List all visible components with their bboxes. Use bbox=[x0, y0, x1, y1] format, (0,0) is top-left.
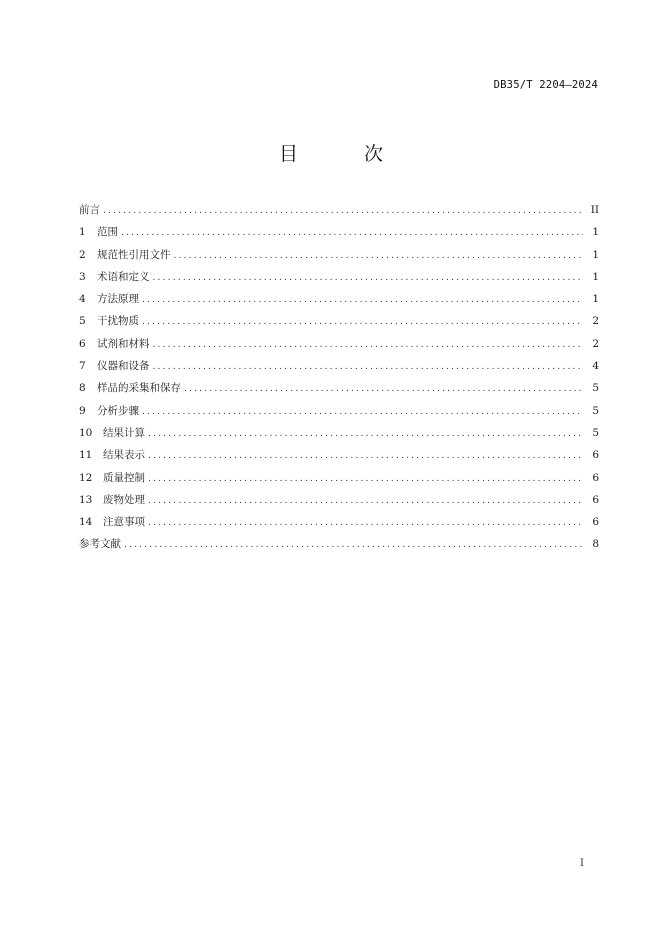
toc-entry-number: 11 bbox=[79, 449, 93, 462]
toc-entry[interactable] bbox=[79, 400, 599, 422]
toc-dot-leader bbox=[148, 512, 583, 534]
toc-entry[interactable] bbox=[79, 511, 599, 533]
toc-entry-label: 仪器和设备 bbox=[97, 360, 150, 373]
toc-entry-page: 5 bbox=[592, 404, 599, 417]
toc-dot-leader bbox=[142, 311, 583, 333]
toc-entry[interactable] bbox=[79, 288, 599, 310]
toc-entry-number: 5 bbox=[79, 315, 86, 328]
toc-entry-number: 13 bbox=[79, 493, 93, 506]
toc-entry-page: 6 bbox=[592, 449, 599, 462]
toc-entry-label: 试剂和材料 bbox=[97, 337, 150, 350]
toc-entry-page: 5 bbox=[592, 382, 599, 395]
toc-dot-leader bbox=[142, 289, 583, 311]
toc-entry[interactable] bbox=[79, 355, 599, 377]
toc-entry-page: 1 bbox=[592, 293, 599, 306]
toc-entry-label: 质量控制 bbox=[103, 471, 145, 484]
toc-entry-page: 4 bbox=[592, 360, 599, 373]
toc-entry-page: 5 bbox=[592, 426, 599, 439]
toc-entry-page: 1 bbox=[592, 226, 599, 239]
toc-entry-number: 4 bbox=[79, 293, 86, 306]
toc-dot-leader bbox=[174, 245, 584, 267]
toc-entry-page: 1 bbox=[592, 270, 599, 283]
toc-entry-number: 8 bbox=[79, 382, 86, 395]
toc-dot-leader bbox=[148, 423, 583, 445]
toc-entry-label: 结果表示 bbox=[103, 449, 145, 462]
toc-dot-leader bbox=[148, 490, 583, 512]
toc-entry[interactable] bbox=[79, 444, 599, 466]
toc-entry[interactable] bbox=[79, 310, 599, 332]
toc-entry-number: 14 bbox=[79, 516, 93, 529]
toc-dot-leader bbox=[184, 378, 583, 400]
toc-dot-leader bbox=[148, 445, 583, 467]
toc-dot-leader bbox=[121, 222, 583, 244]
page-number: I bbox=[580, 858, 584, 869]
toc-entry[interactable] bbox=[79, 422, 599, 444]
table-of-contents bbox=[79, 199, 599, 556]
toc-entry-page: 6 bbox=[592, 493, 599, 506]
toc-dot-leader bbox=[153, 334, 584, 356]
toc-entry-label: 废物处理 bbox=[103, 493, 145, 506]
toc-entry[interactable] bbox=[79, 377, 599, 399]
toc-entry-number: 9 bbox=[79, 404, 86, 417]
toc-dot-leader bbox=[103, 200, 583, 222]
toc-entry[interactable] bbox=[79, 199, 599, 221]
toc-entry-label: 范围 bbox=[97, 226, 118, 239]
toc-entry-number: 12 bbox=[79, 471, 93, 484]
toc-entry-label: 结果计算 bbox=[103, 426, 145, 439]
toc-entry-page: 6 bbox=[592, 516, 599, 529]
document-code: DB35/T 2204—2024 bbox=[493, 79, 598, 91]
toc-entry-number: 3 bbox=[79, 270, 86, 283]
toc-entry-page: 8 bbox=[592, 538, 599, 551]
toc-entry-label: 规范性引用文件 bbox=[97, 248, 171, 261]
toc-dot-leader bbox=[142, 401, 583, 423]
toc-entry-number: 1 bbox=[79, 226, 86, 239]
toc-entry[interactable] bbox=[79, 489, 599, 511]
toc-entry-label: 方法原理 bbox=[97, 293, 139, 306]
toc-entry[interactable] bbox=[79, 467, 599, 489]
toc-entry-label: 样品的采集和保存 bbox=[97, 382, 181, 395]
toc-entry-label: 参考文献 bbox=[79, 538, 121, 551]
toc-dot-leader bbox=[153, 356, 584, 378]
toc-entry-number: 6 bbox=[79, 337, 86, 350]
toc-dot-leader bbox=[124, 534, 583, 556]
toc-entry-label: 干扰物质 bbox=[97, 315, 139, 328]
toc-entry-label: 前言 bbox=[79, 204, 100, 216]
toc-entry[interactable] bbox=[79, 333, 599, 355]
toc-entry-page: 2 bbox=[592, 337, 599, 350]
toc-entry-number: 2 bbox=[79, 248, 86, 261]
toc-dot-leader bbox=[148, 468, 583, 490]
toc-entry-label: 分析步骤 bbox=[97, 404, 139, 417]
toc-entry[interactable] bbox=[79, 221, 599, 243]
toc-entry-page: 6 bbox=[592, 471, 599, 484]
toc-entry-number: 10 bbox=[79, 426, 93, 439]
toc-entry[interactable] bbox=[79, 244, 599, 266]
toc-entry[interactable] bbox=[79, 533, 599, 555]
toc-entry-label: 注意事项 bbox=[103, 516, 145, 529]
toc-entry-page: 1 bbox=[592, 248, 599, 261]
toc-dot-leader bbox=[153, 267, 584, 289]
page-title: 目 次 bbox=[278, 143, 414, 165]
toc-entry-label: 术语和定义 bbox=[97, 270, 150, 283]
toc-entry[interactable] bbox=[79, 266, 599, 288]
toc-entry-page: II bbox=[590, 204, 599, 216]
toc-entry-number: 7 bbox=[79, 360, 86, 373]
toc-entry-page: 2 bbox=[592, 315, 599, 328]
